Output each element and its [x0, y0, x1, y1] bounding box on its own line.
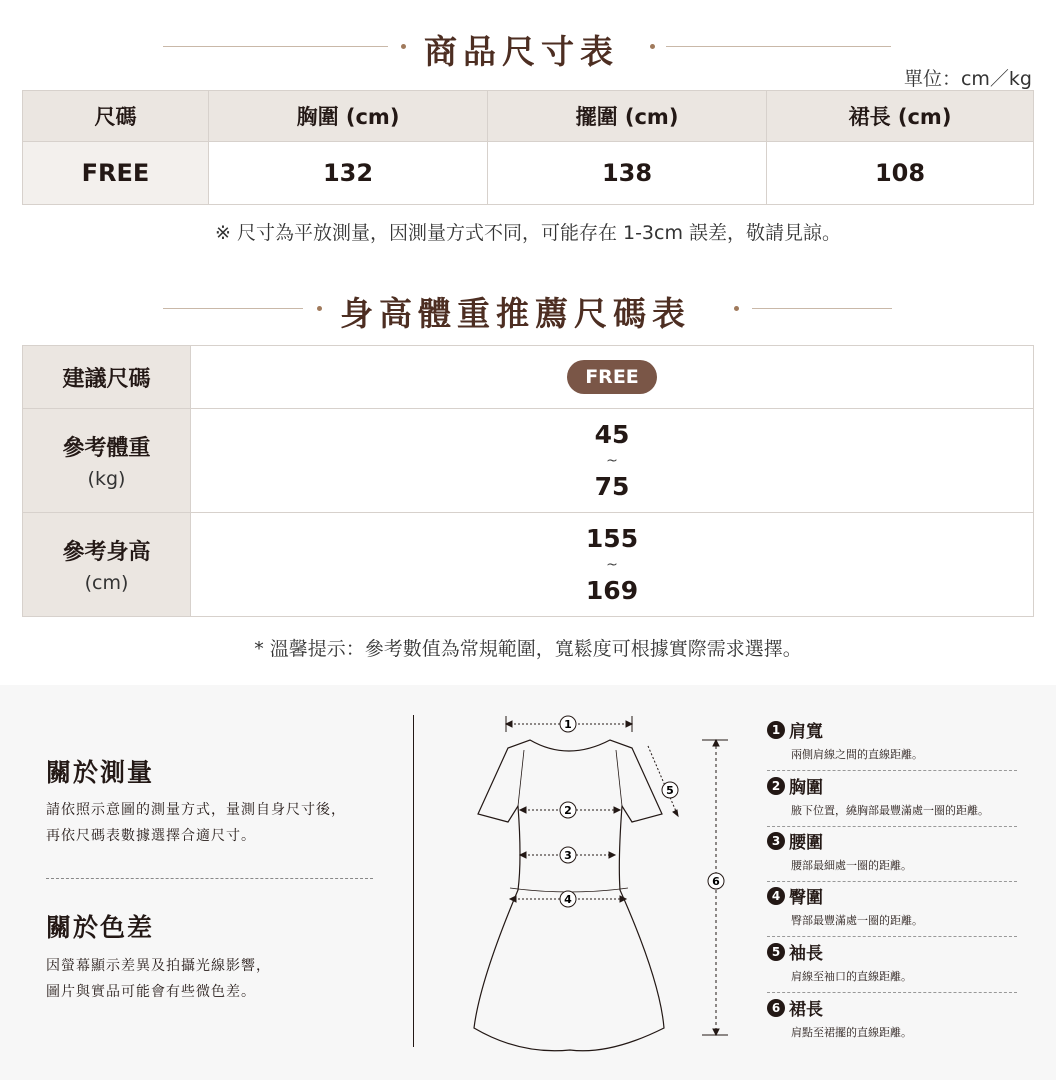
measure-number: 1 [767, 721, 785, 739]
divider [46, 878, 373, 879]
title-dot [401, 44, 406, 49]
height-label [23, 513, 191, 617]
diagram-marker [662, 782, 678, 798]
table-row [23, 513, 1034, 617]
measure-item [767, 883, 1017, 937]
measure-number: 2 [767, 777, 785, 795]
divider [767, 936, 1017, 937]
svg-text:3: 3 [564, 849, 572, 862]
measure-title: 肩寬 [789, 722, 823, 742]
divider [767, 770, 1017, 771]
measure-number: 3 [767, 832, 785, 850]
measure-title: 袖長 [789, 944, 823, 964]
svg-text:5: 5 [666, 784, 674, 797]
height-min: 155 [585, 523, 639, 553]
unit-label: 單位：cm／kg [903, 68, 1032, 90]
measure-item [767, 995, 1017, 1040]
about-color-line: 因螢幕顯示差異及拍攝光線影響， [46, 958, 271, 974]
divider [767, 826, 1017, 827]
weight-label-text: 參考體重 [62, 436, 151, 461]
measure-item [767, 939, 1017, 993]
table-row [23, 409, 1034, 513]
tilde: ~ [606, 556, 618, 573]
about-color-title: 關於色差 [46, 913, 155, 942]
size-badge: FREE [567, 360, 657, 394]
measure-desc: 兩側肩線之間的直線距離。 [791, 748, 923, 761]
divider [767, 881, 1017, 882]
diagram-marker [560, 716, 576, 732]
title-dot [734, 306, 739, 311]
size-label [23, 346, 191, 409]
title-line-right [666, 46, 891, 47]
divider [767, 992, 1017, 993]
diagram-marker [560, 891, 576, 907]
tilde: ~ [606, 452, 618, 469]
size-label-text: 建議尺碼 [62, 366, 151, 392]
table-cell [191, 346, 1034, 409]
measure-title: 臀圍 [789, 888, 823, 908]
table-row [23, 142, 1034, 205]
table-header: 擺圍 (cm) [488, 91, 767, 142]
about-measure-line: 請依照示意圖的測量方式，量測自身尺寸後， [46, 802, 346, 818]
measure-number: 5 [767, 943, 785, 961]
about-measure-line: 再依尺碼表數據選擇合適尺寸。 [46, 828, 256, 844]
measure-title: 胸圍 [789, 778, 823, 798]
weight-min: 45 [594, 419, 630, 449]
recommend-table [22, 345, 1034, 617]
weight-label [23, 409, 191, 513]
table-header-row [23, 91, 1034, 142]
size-note: ※ 尺寸為平放測量，因測量方式不同，可能存在 1-3cm 誤差，敬請見諒。 [214, 222, 842, 244]
measure-item [767, 828, 1017, 882]
size-table [22, 90, 1034, 205]
about-measure-title: 關於測量 [46, 758, 155, 787]
svg-text:4: 4 [564, 893, 572, 906]
weight-range [191, 409, 1034, 513]
table-header: 裙長 (cm) [767, 91, 1034, 142]
title-line-left [163, 46, 388, 47]
measure-title: 裙長 [789, 1000, 823, 1020]
rec-note: * 溫馨提示：參考數值為常規範圍，寬鬆度可根據實際需求選擇。 [254, 638, 802, 660]
measure-title: 腰圍 [789, 833, 823, 853]
about-color-text [46, 953, 271, 1005]
diagram-marker [708, 873, 724, 889]
info-section [0, 685, 1056, 1080]
measure-desc: 腰部最細處一圈的距離。 [791, 859, 912, 872]
measure-item [767, 773, 1017, 827]
about-color-line: 圖片與實品可能會有些微色差。 [46, 984, 256, 1000]
measure-desc: 肩線至袖口的直線距離。 [791, 970, 912, 983]
svg-text:2: 2 [564, 804, 572, 817]
table-cell: 132 [209, 142, 488, 205]
svg-text:6: 6 [712, 875, 720, 888]
table-cell: FREE [23, 142, 209, 205]
measure-number: 6 [767, 999, 785, 1017]
vertical-divider [413, 715, 414, 1047]
measure-desc: 臀部最豐滿處一圈的距離。 [791, 914, 923, 927]
table-header: 尺碼 [23, 91, 209, 142]
measure-desc: 腋下位置，繞胸部最豐滿處一圈的距離。 [791, 804, 989, 817]
height-max: 169 [585, 575, 639, 605]
rec-chart-title: 身高體重推薦尺碼表 [340, 294, 691, 333]
table-cell: 108 [767, 142, 1034, 205]
dress-diagram [460, 710, 740, 1070]
svg-text:1: 1 [564, 718, 572, 731]
height-label-text: 參考身高 [62, 540, 151, 565]
weight-unit: (kg) [87, 468, 126, 490]
measure-desc: 肩點至裙擺的直線距離。 [791, 1026, 912, 1039]
height-range [191, 513, 1034, 617]
measure-number: 4 [767, 887, 785, 905]
title-dot [650, 44, 655, 49]
weight-max: 75 [594, 471, 630, 501]
title-dot [317, 306, 322, 311]
table-cell: 138 [488, 142, 767, 205]
measure-item [767, 717, 1017, 771]
height-unit: (cm) [84, 572, 129, 594]
diagram-marker [560, 802, 576, 818]
title-line-right [752, 308, 892, 309]
size-chart-title: 商品尺寸表 [424, 32, 619, 71]
table-row [23, 346, 1034, 409]
about-measure-text [46, 797, 346, 849]
title-line-left [163, 308, 303, 309]
table-header: 胸圍 (cm) [209, 91, 488, 142]
diagram-marker [560, 847, 576, 863]
